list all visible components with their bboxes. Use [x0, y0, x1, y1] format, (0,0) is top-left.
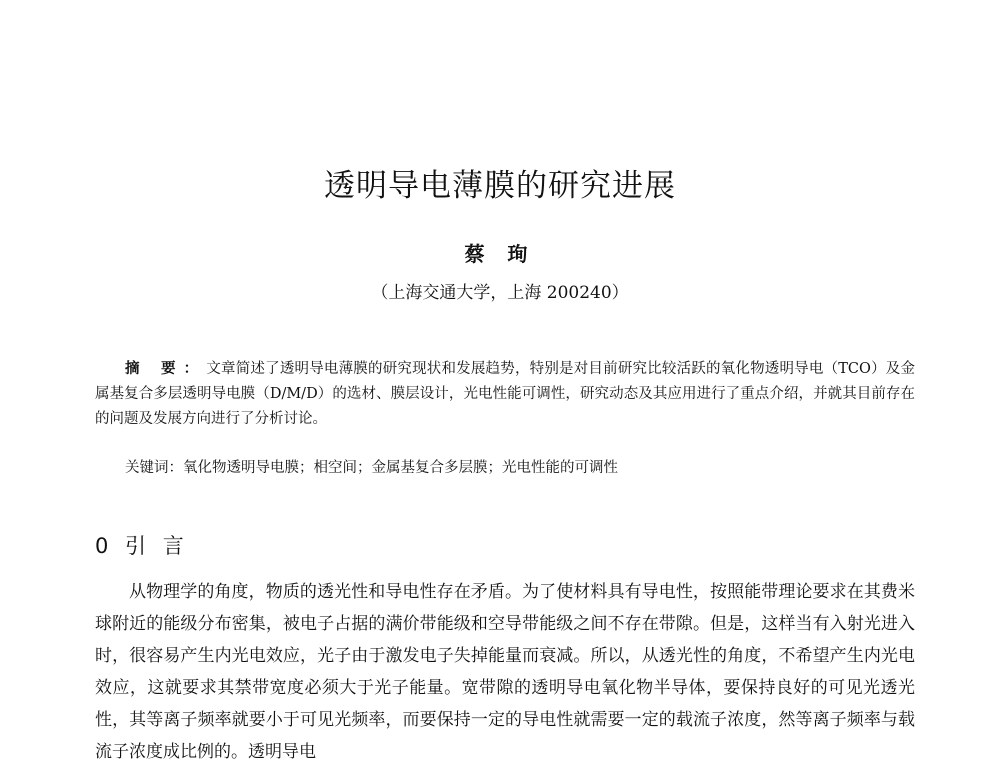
body-paragraph: 从物理学的角度，物质的透光性和导电性存在矛盾。为了使材料具有导电性，按照能带理论要求在其费米球附近的能级分布密集，被电子占据的满价带能级和空导带能级之间不存在带隙。但是，这样当有入射光进入时，很容易产生内光电效应，光子由于激发电子失掉能量而衰减。所以，从透光性的角度，不希望产生内光电效应，这就要求其禁带宽度必须大于光子能量。宽带隙的透明导电氧化物半导体，要保持良好的可见光透光性，其等离子频率就要小于可见光频率，而要保持一定的导电性就需要一定的载流子浓度，然等离子频率与载流子浓度成比例的。透明导电 — [95, 582, 915, 760]
keywords-text: 氧化物透明导电膜；相空间；金属基复合多层膜；光电性能的可调性 — [183, 460, 618, 476]
section-heading: 0 引 言 — [95, 534, 189, 558]
abstract — [95, 356, 915, 432]
abstract-text: 文章简述了透明导电薄膜的研究现状和发展趋势，特别是对目前研究比较活跃的氧化物透明导电（TCO）及金属基复合多层透明导电膜（D/M/D）的选材、膜层设计，光电性能可调性，研究动态及其应用进行了重点介绍，并就其目前存在的问题及发展方向进行了分析讨论。 — [95, 361, 915, 427]
keywords-label: 关键词： — [125, 460, 183, 476]
abstract-label: 摘 要： — [125, 360, 207, 377]
author-affiliation: （上海交通大学，上海 200240） — [371, 283, 629, 303]
author-name: 蔡 珣 — [464, 242, 536, 266]
keywords — [125, 457, 915, 479]
paper-title: 透明导电薄膜的研究进展 — [324, 168, 676, 204]
